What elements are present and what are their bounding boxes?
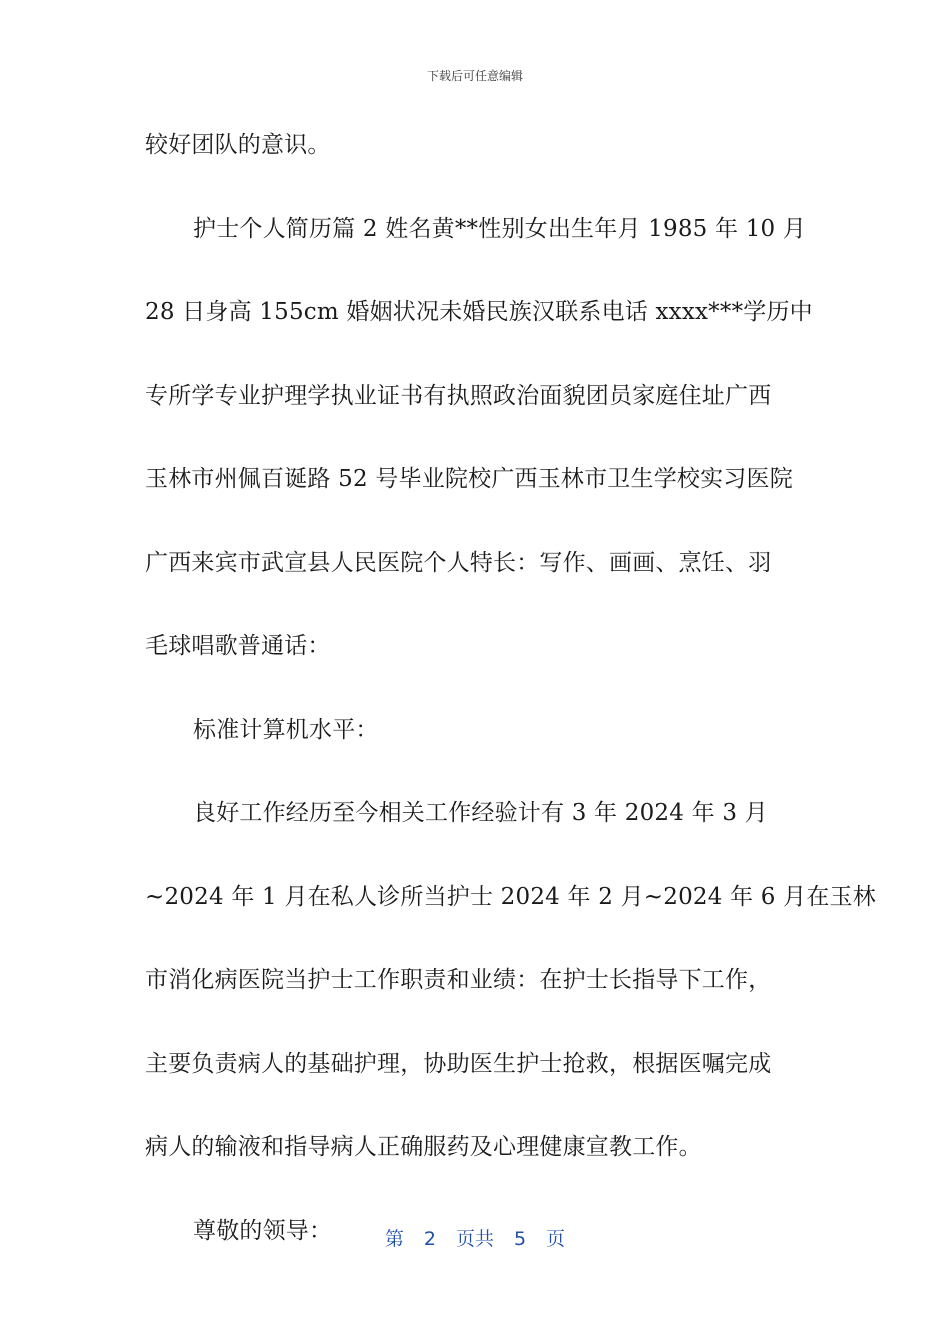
footer-current-page: 2	[423, 1228, 436, 1250]
body-line: 毛球唱歌普通话：	[145, 633, 331, 659]
body-line: 良好工作经历至今相关工作经验计有 3 年 2024 年 3 月	[193, 800, 768, 826]
footer-total-pages: 5	[514, 1228, 527, 1250]
body-line: 主要负责病人的基础护理，协助医生护士抢救，根据医嘱完成	[145, 1050, 772, 1077]
footer-middle: 页共	[455, 1228, 494, 1250]
body-line: ~2024 年 1 月在私人诊所当护士 2024 年 2 月~2024 年 6 月在玉林	[145, 883, 876, 910]
body-line: 广西来宾市武宣县人民医院个人特长：写作、画画、烹饪、羽	[145, 549, 772, 576]
footer-suffix: 页	[546, 1228, 566, 1250]
body-line: 护士个人简历篇 2 姓名黄**性别女出生年月 1985 年 10 月	[193, 215, 807, 242]
page-footer	[0, 1224, 950, 1251]
body-line: 专所学专业护理学执业证书有执照政治面貌团员家庭住址广西	[145, 382, 772, 409]
document-body	[145, 118, 876, 1287]
body-line: 玉林市州佩百诞路 52 号毕业院校广西玉林市卫生学校实习医院	[145, 466, 793, 492]
body-line: 28 日身高 155cm 婚姻状况未婚民族汉联系电话 xxxx***学历中	[145, 299, 813, 325]
page-header	[0, 67, 950, 84]
body-line: 市消化病医院当护士工作职责和业绩：在护士长指导下工作，	[145, 967, 772, 993]
body-line: 较好团队的意识。	[145, 132, 331, 158]
header-text: 下载后可任意编辑	[426, 69, 523, 83]
footer-prefix: 第	[384, 1228, 404, 1250]
body-line: 病人的输液和指导病人正确服药及心理健康宣教工作。	[145, 1134, 702, 1160]
body-line: 标准计算机水平：	[193, 716, 379, 743]
body-line: 尊敬的领导：	[193, 1217, 333, 1244]
